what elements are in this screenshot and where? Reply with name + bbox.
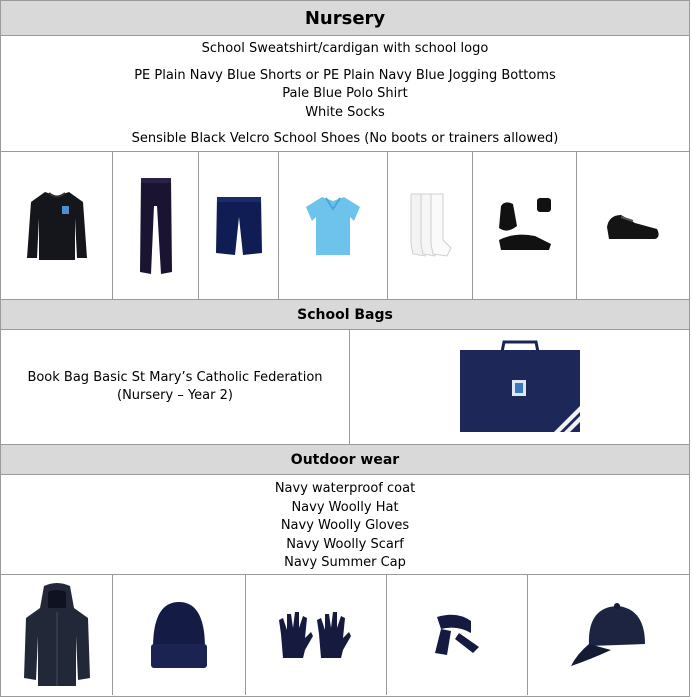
woolly-scarf-icon bbox=[431, 613, 483, 657]
nursery-item-list bbox=[1, 36, 689, 152]
white-socks-cell bbox=[388, 152, 473, 299]
waterproof-coat-icon bbox=[22, 582, 92, 688]
polo-shirt-cell bbox=[279, 152, 388, 299]
velcro-shoes-cell bbox=[473, 152, 577, 299]
white-socks-icon bbox=[405, 192, 455, 260]
nursery-title: Nursery bbox=[304, 8, 386, 29]
outdoor-wear-header bbox=[1, 445, 689, 475]
book-bag-line-2: (Nursery – Year 2) bbox=[117, 388, 233, 403]
hat-cell bbox=[113, 575, 246, 695]
cap-cell bbox=[528, 575, 689, 695]
woolly-gloves-icon bbox=[277, 608, 355, 662]
polo-shirt-icon bbox=[306, 195, 360, 257]
shorts-icon bbox=[215, 195, 263, 257]
outdoor-image-row bbox=[1, 575, 689, 695]
coat-cell bbox=[1, 575, 113, 695]
book-bag-line-1: Book Bag Basic St Mary’s Catholic Federation bbox=[27, 370, 323, 385]
black-shoe-icon bbox=[605, 209, 661, 243]
scarf-cell bbox=[387, 575, 528, 695]
nursery-line-sweatshirt: School Sweatshirt/cardigan with school logo bbox=[201, 41, 489, 56]
book-bag-cell bbox=[350, 330, 689, 444]
gloves-cell bbox=[246, 575, 387, 695]
outdoor-line-scarf: Navy Woolly Scarf bbox=[286, 536, 404, 552]
outdoor-line-coat: Navy waterproof coat bbox=[274, 481, 416, 496]
black-velcro-shoes-icon bbox=[495, 196, 555, 256]
outdoor-wear-title: Outdoor wear bbox=[290, 452, 400, 468]
jogging-bottoms-cell bbox=[113, 152, 199, 299]
book-bag-icon bbox=[458, 340, 582, 434]
outdoor-item-list bbox=[1, 475, 689, 575]
school-bags-title: School Bags bbox=[297, 307, 393, 323]
jogging-bottoms-icon bbox=[138, 176, 174, 276]
nursery-image-row bbox=[1, 152, 689, 300]
school-bags-row bbox=[1, 330, 689, 445]
sweatshirt-cell bbox=[1, 152, 113, 299]
outdoor-line-gloves: Navy Woolly Gloves bbox=[280, 518, 410, 533]
nursery-header bbox=[1, 1, 689, 36]
nursery-line-pe: PE Plain Navy Blue Shorts or PE Plain Navy Blue Jogging Bottoms bbox=[134, 67, 556, 83]
nursery-line-polo: Pale Blue Polo Shirt bbox=[282, 86, 408, 101]
sweatshirt-icon bbox=[27, 188, 87, 264]
woolly-hat-icon bbox=[149, 598, 209, 672]
black-shoe-cell bbox=[577, 152, 689, 299]
book-bag-description bbox=[1, 330, 350, 444]
nursery-line-shoes: Sensible Black Velcro School Shoes (No boots or trainers allowed) bbox=[131, 131, 559, 146]
outdoor-line-hat: Navy Woolly Hat bbox=[291, 499, 399, 515]
nursery-line-socks: White Socks bbox=[305, 104, 385, 120]
shorts-cell bbox=[199, 152, 279, 299]
summer-cap-icon bbox=[569, 600, 649, 670]
outdoor-line-cap: Navy Summer Cap bbox=[284, 555, 406, 570]
school-bags-header bbox=[1, 300, 689, 330]
